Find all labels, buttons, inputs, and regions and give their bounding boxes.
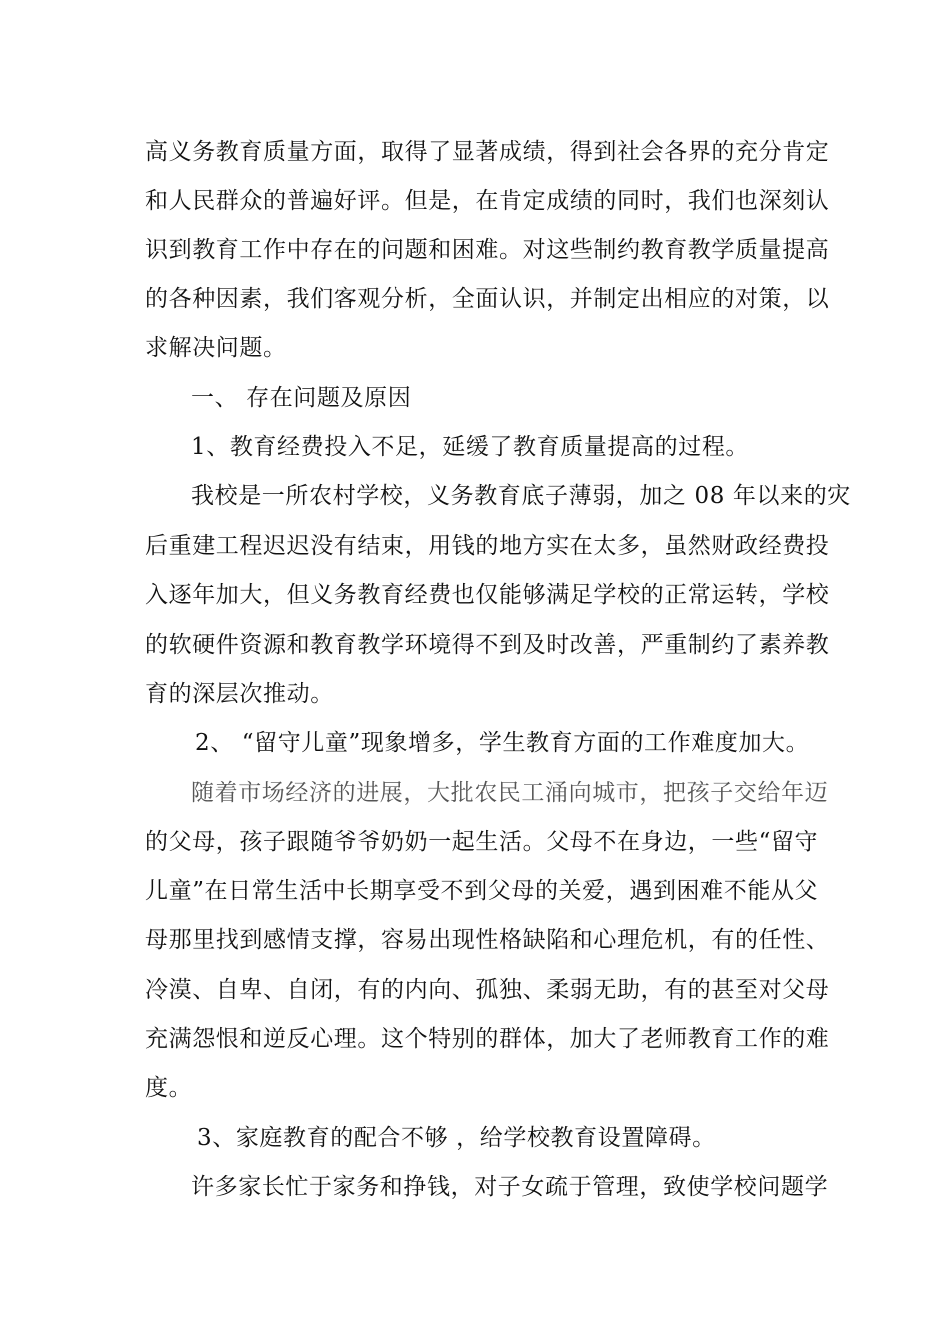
text-line: 充满怨恨和逆反心理。这个特别的群体，加大了老师教育工作的难 [145,1026,830,1052]
text-line: 育的深层次推动。 [145,681,334,707]
text-line: 的父母，孩子跟随爷爷奶奶一起生活。父母不在身边，一些“留守 [145,829,819,855]
text-line: 入逐年加大，但义务教育经费也仅能够满足学校的正常运转，学校 [145,582,830,608]
text-line: 求解决问题。 [145,335,287,361]
text-line: 我校是一所农村学校，义务教育底子薄弱，加之 08 年以来的灾 [191,483,851,509]
text-line: 的软硬件资源和教育教学环境得不到及时改善，严重制约了素养教 [145,632,830,658]
text-line: 许多家长忙于家务和挣钱，对子女疏于管理，致使学校问题学 [191,1174,829,1200]
subheading: 3、家庭教育的配合不够 ，给学校教育设置障碍。 [197,1125,716,1151]
text-line: 随着市场经济的进展，大批农民工涌向城市，把孩子交给年迈 [191,780,829,806]
text-line: 和人民群众的普遍好评。但是，在肯定成绩的同时，我们也深刻认 [145,188,830,214]
text-line: 度。 [145,1075,193,1101]
text-line: 后重建工程迟迟没有结束，用钱的地方实在太多，虽然财政经费投 [145,533,830,559]
text-line: 高义务教育质量方面，取得了显著成绩，得到社会各界的充分肯定 [145,139,830,165]
text-line: 识到教育工作中存在的问题和困难。对这些制约教育教学质量提高 [145,237,830,263]
text-line: 的各种因素，我们客观分析，全面认识，并制定出相应的对策，以 [145,286,830,312]
subheading: 2、 “留守儿童”现象增多，学生教育方面的工作难度加大。 [195,730,810,756]
text-line: 母那里找到感情支撑，容易出现性格缺陷和心理危机，有的任性、 [145,927,830,953]
section-heading: 一、 存在问题及原因 [191,385,412,411]
text-line: 儿童”在日常生活中长期享受不到父母的关爱，遇到困难不能从父 [145,878,819,904]
text-line: 冷漠、自卑、自闭，有的内向、孤独、柔弱无助，有的甚至对父母 [145,977,830,1003]
subheading: 1、教育经费投入不足，延缓了教育质量提高的过程。 [191,434,750,460]
